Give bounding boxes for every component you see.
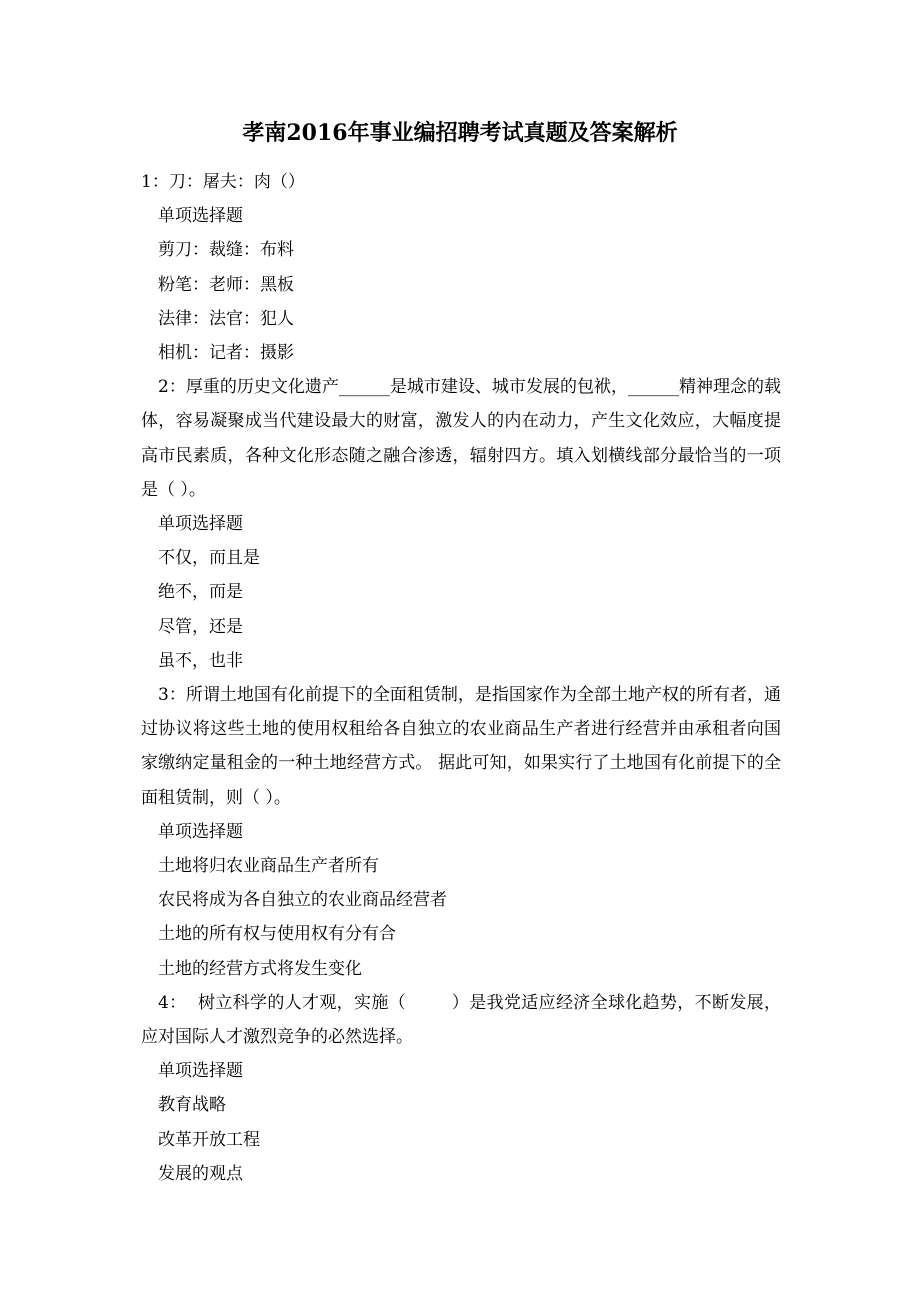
- question-stem: [141, 165, 781, 199]
- option-a: 教育战略: [158, 1095, 226, 1116]
- option-b: 粉笔：老师：黑板: [158, 274, 294, 295]
- question-3: [141, 678, 781, 986]
- option-d: 虽不，也非: [158, 650, 243, 671]
- question-text-part3: 精神理念的载体，容易凝聚成当代建设最大的财富，激发人的内在动力，产生文化效应，大幅度提高市民素质，各种文化形态随之融合渗透，辐射四方。填入划横线部分最恰当的一项是（ ）。: [141, 377, 782, 500]
- option-d: 相机：记者：摄影: [158, 343, 294, 364]
- question-2: [141, 370, 781, 678]
- question-text: 刀：屠夫：肉（）: [168, 172, 305, 192]
- option-a: 土地将归农业商品生产者所有: [158, 856, 379, 877]
- question-number: 2：: [158, 377, 186, 398]
- question-stem: [141, 678, 781, 815]
- question-text: 树立科学的人才观，实施（ ）是我党适应经济全球化趋势，不断发展，应对国际人才激烈竞争的必然选择。: [141, 992, 781, 1048]
- document-title: 孝南2016年事业编招聘考试真题及答案解析: [242, 120, 678, 146]
- question-list: [141, 165, 781, 1191]
- option-b: 改革开放工程: [158, 1129, 260, 1150]
- question-type: 单项选择题: [158, 514, 243, 535]
- question-1: [141, 165, 781, 370]
- question-number: 3：: [158, 685, 186, 706]
- question-stem: [141, 986, 781, 1054]
- question-stem: [141, 370, 781, 507]
- option-c: 尽管，还是: [158, 616, 243, 637]
- question-type: 单项选择题: [158, 206, 243, 227]
- question-number: 4：: [158, 992, 187, 1013]
- option-c: 法律：法官：犯人: [158, 308, 294, 329]
- option-c: 发展的观点: [158, 1163, 243, 1184]
- question-number: 1：: [141, 172, 169, 192]
- option-a: 剪刀：裁缝：布料: [158, 240, 294, 261]
- question-text-part1: 厚重的历史文化遗产: [185, 377, 339, 398]
- question-4: [141, 986, 781, 1191]
- question-text: 所谓土地国有化前提下的全面租赁制，是指国家作为全部土地产权的所有者，通过协议将这些土地的使用权租给各自独立的农业商品生产者进行经营并由承租者向国家缴纳定量租金的一种土地经营方式。 据此可知，如果实行了土地国有化前提下的全面租赁制，则（ ）。: [141, 685, 781, 808]
- question-type: 单项选择题: [158, 1061, 243, 1082]
- question-type: 单项选择题: [158, 821, 243, 842]
- question-text-part2: 是城市建设、城市发展的包袱，: [389, 377, 628, 398]
- option-c: 土地的所有权与使用权有分有合: [158, 924, 396, 945]
- option-b: 农民将成为各自独立的农业商品经营者: [158, 890, 447, 911]
- option-b: 绝不，而是: [158, 582, 243, 603]
- option-d: 土地的经营方式将发生变化: [158, 958, 362, 979]
- fill-blank-2: ______: [627, 377, 679, 398]
- fill-blank-1: ______: [338, 377, 390, 398]
- option-a: 不仅，而且是: [158, 548, 260, 569]
